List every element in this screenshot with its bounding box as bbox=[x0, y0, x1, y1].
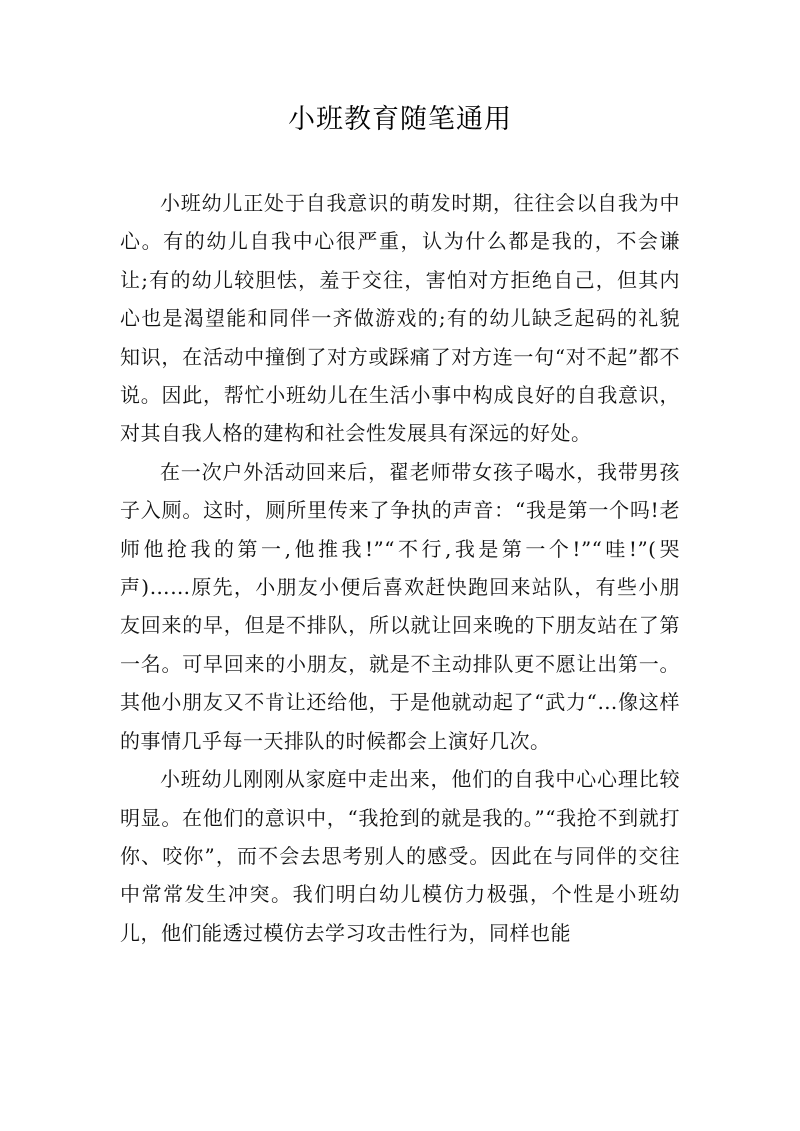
paragraph-3: 小班幼儿刚刚从家庭中走出来，他们的自我中心心理比较明显。在他们的意识中，“我抢到的就是我的。”“我抢不到就打你、咬你”，而不会去思考别人的感受。因此在与同伴的交往中常常发生冲突。我们明白幼儿模仿力极强，个性是小班幼儿，他们能透过模仿去学习攻击性行为，同样也能 bbox=[120, 767, 680, 945]
paragraph-1: 小班幼儿正处于自我意识的萌发时期，往往会以自我为中心。有的幼儿自我中心很严重，认为什么都是我的，不会谦让;有的幼儿较胆怯，羞于交往，害怕对方拒绝自己，但其内心也是渴望能和同伴一齐做游戏的;有的幼儿缺乏起码的礼貌知识，在活动中撞倒了对方或踩痛了对方连一句“对不起”都不说。因此，帮忙小班幼儿在生活小事中构成良好的自我意识，对其自我人格的建构和社会性发展具有深远的好处。 bbox=[120, 191, 680, 446]
document-title: 小班教育随笔通用 bbox=[288, 104, 512, 135]
document-body bbox=[120, 184, 680, 952]
paragraph-2: 在一次户外活动回来后，翟老师带女孩子喝水，我带男孩子入厕。这时，厕所里传来了争执的声音：“我是第一个吗!老师他抢我的第一,他推我!”“不行,我是第一个!”“哇!”(哭声)……原先，小朋友小便后喜欢赶快跑回来站队，有些小朋友回来的早，但是不排队，所以就让回来晚的下朋友站在了第一名。可早回来的小朋友，就是不主动排队更不愿让出第一。其他小朋友又不肯让还给他，于是他就动起了“武力“…像这样的事情几乎每一天排队的时候都会上演好几次。 bbox=[120, 459, 680, 753]
